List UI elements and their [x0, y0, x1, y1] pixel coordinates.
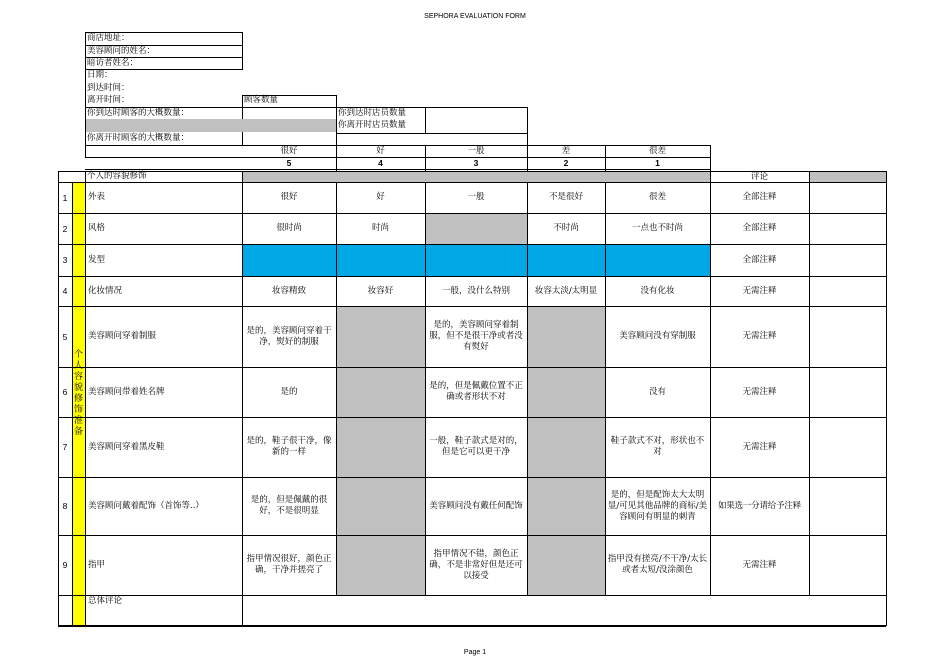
row-name: 美容顾问戴着配饰（首饰等..）: [88, 500, 204, 511]
shopper-name-label: 暗访者姓名：: [87, 58, 139, 68]
cell-score-2: 不时尚: [553, 223, 579, 233]
store-address-label: 商店地址：: [87, 33, 130, 43]
advisor-name-label: 美容顾问的姓名：: [87, 46, 156, 56]
row-name: 风格: [88, 223, 106, 233]
row-number: 4: [62, 286, 68, 296]
row-number: 5: [62, 331, 68, 342]
cell-score-3: 是的，但是佩戴位置不正确或者形状不对: [429, 381, 523, 402]
cell-score-3: 美容顾问没有戴任何配饰: [429, 500, 523, 511]
cell-score-3: 指甲情况不错，颜色正确，不是非常好但是还可以接受: [429, 548, 523, 581]
cell-comment: 全部注释: [742, 192, 777, 202]
comment-header: 评论: [750, 172, 768, 182]
section-title: 个人的容貌修饰: [87, 171, 147, 181]
staff-on-departure-label: 你离开时店员数量: [338, 120, 407, 130]
cell-score-3: 是的，美容顾问穿着制服，但不是很干净或者没有熨好: [429, 320, 523, 352]
overall-comment-label: 总体评论: [88, 596, 123, 606]
row-number: 2: [62, 223, 68, 234]
cell-score-5: 是的，但是佩戴的很好，不是很明显: [250, 495, 328, 516]
row-name: 美容顾问穿着制服: [88, 331, 157, 341]
page-number: Page 1: [463, 649, 487, 656]
cell-score-3: [425, 213, 527, 244]
row-name: 发型: [88, 254, 106, 265]
shaded-column-4: [337, 307, 425, 596]
cell-score-1: 一点也不时尚: [631, 223, 683, 233]
arrival-time-label: 到达时间：: [87, 83, 130, 93]
cell-comment: 全部注释: [742, 254, 777, 265]
cell-score-1: 鞋子款式不对，形状也不对: [610, 436, 705, 457]
cell-score-4: 好: [376, 192, 385, 202]
scale-score-2: 2: [563, 158, 569, 168]
cell-comment: 无需注释: [742, 331, 777, 341]
cell-comment: 无需注释: [742, 559, 777, 570]
date-label: 日期：: [87, 70, 113, 80]
cell-score-2: 妆容太淡/太明显: [534, 285, 598, 296]
shaded-column-2: [528, 307, 605, 596]
customer-count-label: 顾客数量: [244, 95, 279, 105]
customers-on-arrival-label: 你到达时顾客的大概数量：: [87, 108, 190, 118]
cell-score-5: 是的: [280, 386, 298, 397]
scale-label-5: 很好: [280, 146, 298, 156]
cell-score-5: 妆容精致: [271, 285, 306, 296]
row-number: 6: [62, 387, 68, 397]
row-number: 3: [62, 255, 68, 265]
cell-score-1: 是的，但是配饰太大太明显/可见其他品牌的商标/美容顾问有明显的刺青: [607, 489, 708, 522]
cell-score-1: 指甲没有搓亮/不干净/太长或者太短/没涂颜色: [607, 554, 708, 575]
row-name: 指甲: [88, 559, 106, 570]
row-name: 外表: [88, 192, 106, 202]
departure-time-label: 离开时间：: [87, 95, 130, 105]
scale-label-4: 好: [376, 146, 385, 156]
hair-row-fill: [243, 245, 710, 276]
cell-score-1: 没有: [648, 386, 666, 397]
customers-on-departure-label: 你离开时顾客的大概数量：: [87, 133, 190, 143]
row-number: 9: [62, 560, 68, 570]
cell-score-2: 不是很好: [548, 192, 583, 202]
scale-label-3: 一般: [467, 146, 485, 156]
row-name: 美容顾问穿着黑皮鞋: [88, 441, 165, 452]
row-number: 8: [62, 501, 68, 511]
row-name: 化妆情况: [88, 285, 123, 296]
row-number: 1: [62, 192, 68, 203]
section-header-fill: [242, 171, 710, 182]
cell-score-5: 很好: [280, 192, 298, 202]
scale-score-1: 1: [655, 158, 660, 168]
cell-score-3: 一般，鞋子款式是对的，但是它可以更干净: [429, 436, 523, 457]
overall-comment-field[interactable]: [243, 596, 885, 625]
scale-score-5: 5: [286, 158, 292, 168]
cell-score-1: 很差: [648, 192, 666, 202]
scale-label-1: 很差: [648, 146, 666, 156]
cell-score-3: 一般，没什么特别: [441, 285, 510, 296]
cell-score-5: 是的，美容顾问穿着干净，熨好的制服: [246, 325, 332, 347]
cell-score-5: 是的，鞋子很干净，像新的一样: [246, 436, 332, 457]
cell-score-1: 没有化妆: [640, 285, 675, 296]
cell-score-4: 妆容好: [367, 285, 394, 296]
cell-comment: 全部注释: [742, 223, 777, 233]
section-header-fill-right: [809, 171, 886, 182]
scale-score-4: 4: [378, 158, 383, 168]
cell-score-4: 时尚: [371, 223, 389, 233]
cell-score-5: 很时尚: [276, 223, 302, 233]
cell-score-1: 美容顾问没有穿制服: [619, 331, 696, 341]
cell-comment: 无需注释: [742, 285, 777, 296]
scale-score-3: 3: [473, 158, 479, 168]
cell-comment: 无需注释: [742, 386, 777, 397]
row-number: 7: [62, 442, 68, 452]
form-title: SEPHORA EVALUATION FORM: [424, 13, 526, 20]
staff-on-arrival-label: 你到达时店员数量: [338, 108, 407, 118]
cell-comment: 无需注释: [742, 441, 777, 452]
cell-score-3: 一般: [467, 192, 485, 202]
row-name: 美容顾问带着姓名牌: [88, 386, 165, 397]
cell-score-5: 指甲情况很好，颜色正确，干净并搓亮了: [246, 554, 332, 575]
side-label: 个 人 容 貌 修 饰 准 备: [73, 350, 83, 437]
cell-comment: 如果选一分请给予注释: [717, 500, 801, 511]
scale-label-2: 差: [561, 146, 571, 156]
